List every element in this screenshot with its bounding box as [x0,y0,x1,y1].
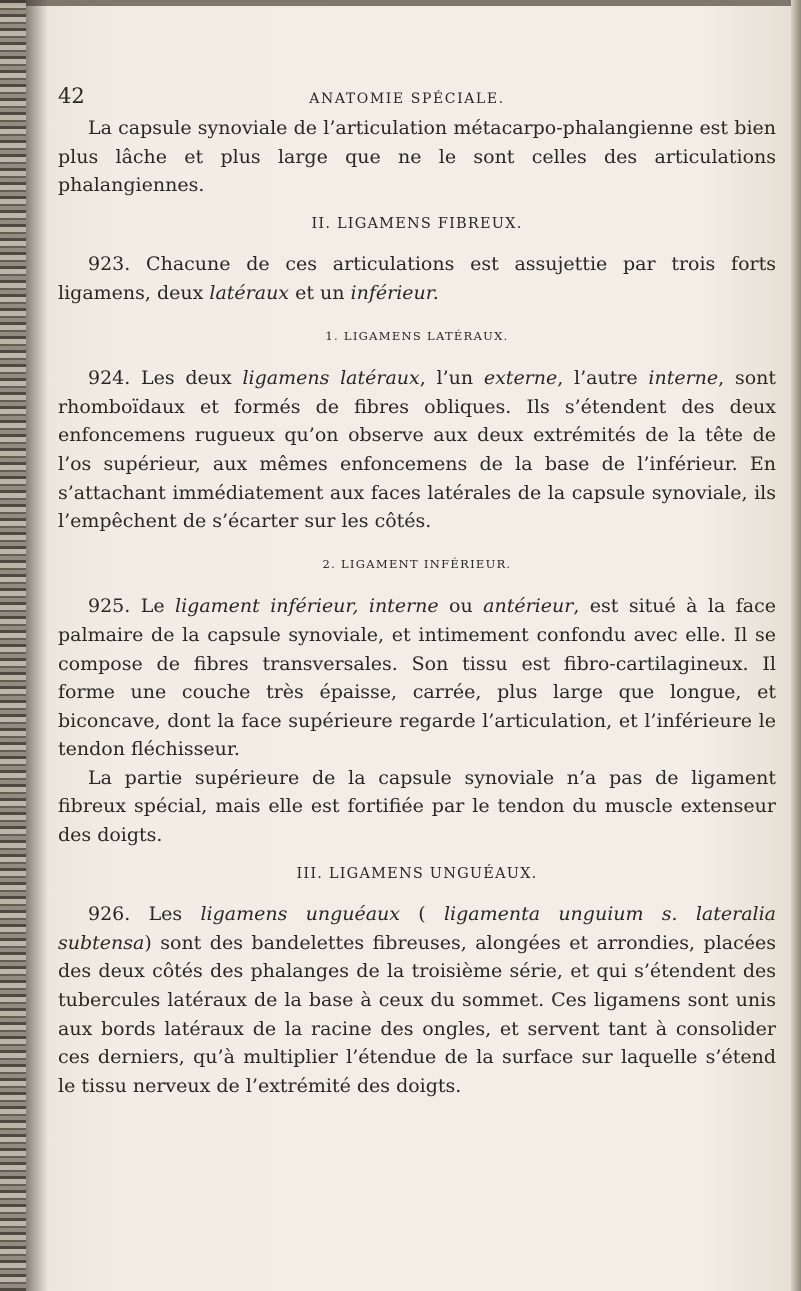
subheading-lateral-ligaments: 1. LIGAMENS LATÉRAUX. [325,328,509,343]
p926-text-a: 926. Les [88,903,201,926]
p923-emphasis-1: latéraux [209,281,290,304]
p926-text-b: ( [400,903,444,926]
p925-emphasis-2: antérieur [483,595,574,618]
subheading-inferior-ligament: 2. LIGAMENT INFÉRIEUR. [322,556,512,571]
section-heading-ungual-ligaments: III. LIGAMENS UNGUÉAUX. [296,865,538,882]
gutter-shadow [26,0,48,1291]
p924-emphasis-2: externe [483,367,558,390]
p925-text-b: ou [438,595,484,618]
paragraph-923 [58,250,776,307]
section-heading-fibrous-ligaments: II. LIGAMENS FIBREUX. [311,215,523,232]
page-content [58,82,776,1100]
intro-paragraph: La capsule synoviale de l’articulation métacarpo-phalangienne est bien plus lâche et plus large que ne le sont celles des articulations phalangiennes. [58,117,776,197]
p924-text-a: 924. Les deux [88,367,243,390]
p924-text-b: , l’un [419,367,484,390]
p923-emphasis-2: inférieur. [350,281,439,304]
p924-text-c: , l’autre [557,367,649,390]
paragraph-925-continued: La partie supérieure de la capsule synoviale n’a pas de ligament fibreux spécial, mais elle est fortifiée par le tendon du muscle extenseur des doigts. [58,766,776,847]
page-right-edge [791,0,801,1291]
paragraph-925 [58,592,776,764]
page-top-edge [0,0,801,6]
paragraph-924 [58,364,776,536]
p924-text-d: , sont rhomboïdaux et formés de fibres obliques. Ils s’étendent des deux enfoncemens rugueux qu’on observe aux deux extrémités de la tête de l’os supérieur, aux mêmes enfoncemens de la base de l’inférieur. En s’attachant immédiatement aux faces latérales de la capsule synoviale, ils l’empêchent de s’écarter sur les côtés. [58,367,777,533]
p926-emphasis-1: ligamens unguéaux [200,903,401,926]
p925-emphasis-1: ligament inférieur, interne [175,595,439,618]
p923-text-b: et un [289,281,351,304]
page-number: 42 [58,84,85,108]
running-title: ANATOMIE SPÉCIALE. [309,91,505,107]
paragraph-926 [58,900,776,1100]
p925-text-a: 925. Le [88,595,175,618]
p925-text-c: , est situé à la face palmaire de la capsule synoviale, et intimement confondu avec elle. Il se compose de fibres transversales. Son tissu est fibro-cartilagineux. Il forme une couche très épaisse, carrée, plus large que longue, et biconcave, dont la face supérieure regarde l’articulation, et l’inférieure le tendon fléchisseur. [58,595,776,761]
book-binding [0,0,26,1291]
p924-emphasis-3: interne [648,367,719,390]
running-head [58,82,776,106]
p926-emphasis-2: ligamenta unguium s. lateralia subtensa [58,903,777,954]
p923-text-a: 923. Chacune de ces articulations est assujettie par trois forts ligamens, deux [58,253,776,304]
p924-emphasis-1: ligamens latéraux [242,367,420,390]
p926-text-c: ) sont des bandelettes fibreuses, alongées et arrondies, placées des deux côtés des phalanges de la troisième série, et qui s’étendent des tubercules latéraux de la base à ceux du sommet. Ces ligamens sont unis aux bords latéraux de la racine des ongles, et servent tant à consolider ces derniers, qu’à multiplier l’étendue de la surface sur laquelle s’étend le tissu nerveux de l’extrémité des doigts. [58,931,776,1097]
